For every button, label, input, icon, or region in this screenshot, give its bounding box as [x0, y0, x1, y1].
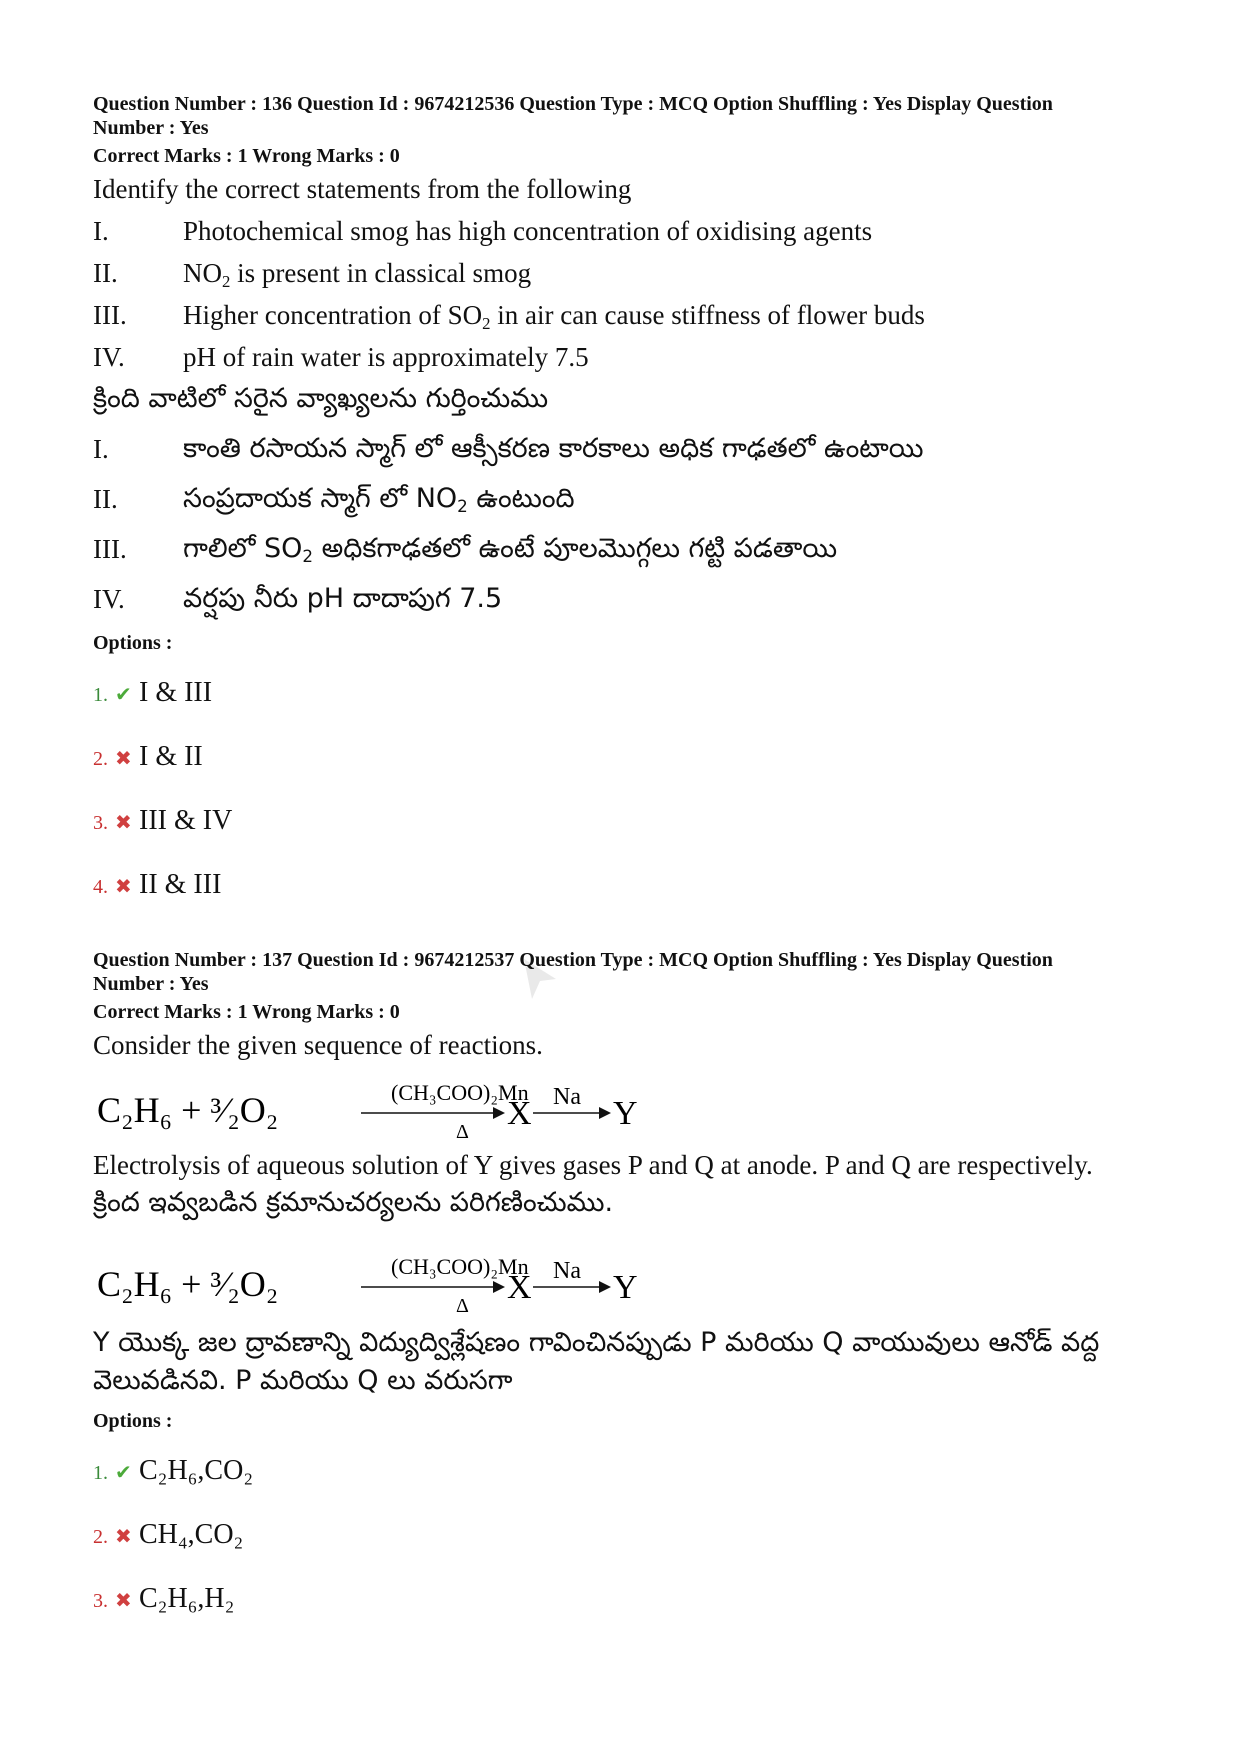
question-137: [93, 948, 1153, 1625]
marks-line: Correct Marks : 1 Wrong Marks : 0: [93, 145, 400, 167]
cross-mark-icon: ✖: [115, 810, 132, 834]
condition: Δ: [456, 1121, 469, 1143]
cross-mark-icon: ✖: [115, 746, 132, 770]
option-item[interactable]: [93, 741, 1153, 783]
marks-line: Correct Marks : 1 Wrong Marks : 0: [93, 1001, 400, 1023]
statement-text-part: అధికగాఢతలో ఉంటే పూలమొగ్గలు గట్టి పడతాయి: [313, 533, 838, 564]
statement-text-part: సంప్రదాయక స్మాగ్ లో NO: [183, 483, 458, 514]
option-item[interactable]: [93, 1519, 1153, 1561]
catalyst: (CH₃COO)₂Mn: [391, 1080, 529, 1105]
subscript: 2: [457, 496, 468, 517]
option-item[interactable]: [93, 869, 1153, 911]
question-137-meta: [93, 948, 1153, 1024]
statement-number: I.: [93, 434, 109, 464]
option-number: 2.: [93, 1526, 108, 1548]
question-stem-telugu: క్రింద ఇవ్వబడిన క్రమానుచర్యలను పరిగణించుము.: [93, 1187, 614, 1218]
reactant: C₂H₆ + ³⁄₂O₂: [97, 1264, 279, 1304]
reaction-equation: [93, 1066, 793, 1144]
intermediate: X: [507, 1269, 532, 1306]
subscript: 2: [482, 314, 491, 334]
statement-text-part: Higher concentration of SO: [183, 300, 483, 330]
meta-line: Number : Yes: [93, 117, 209, 139]
option-number: 1.: [93, 684, 108, 706]
statement-text-part: in air can cause stiffness of flower buds: [490, 300, 925, 330]
statement-number: II.: [93, 258, 118, 288]
option-item[interactable]: [93, 677, 1153, 719]
reaction-scheme-telugu: [93, 1240, 1153, 1318]
question-stem-telugu: క్రింది వాటిలో సరైన వ్యాఖ్యలను గుర్తించుము: [93, 383, 549, 414]
statement-row: [93, 530, 1153, 568]
statement-text: [183, 340, 1153, 374]
meta-line: Question Number : 136 Question Id : 9674212536 Question Type : MCQ Option Shuffling : Yes Display Question: [93, 93, 1053, 115]
option-text: I & III: [139, 677, 213, 708]
statement-text: [183, 480, 575, 518]
statement-number: II.: [93, 484, 118, 514]
statement-row: [93, 256, 1153, 290]
statement-row: [93, 298, 1153, 332]
option-number: 2.: [93, 748, 108, 770]
cross-mark-icon: ✖: [115, 874, 132, 898]
statement-number: III.: [93, 534, 127, 564]
reactant: C₂H₆ + ³⁄₂O₂: [97, 1090, 279, 1130]
statement-text-part: వర్షపు నీరు pH దాదాపుగ 7.5: [183, 583, 503, 614]
statement-text-part: కాంతి రసాయన స్మాగ్ లో ఆక్సీకరణ కారకాలు అధిక గాఢతలో ఉంటాయి: [183, 433, 924, 464]
cross-mark-icon: ✖: [115, 1524, 132, 1548]
statement-text-part: ఉంటుంది: [467, 483, 575, 514]
option-text: CH₄,CO₂: [139, 1519, 244, 1550]
option-number: 3.: [93, 1590, 108, 1612]
check-mark-icon: ✔: [115, 1460, 132, 1484]
arrow-1-head: [493, 1107, 505, 1119]
condition: Δ: [456, 1295, 469, 1317]
subscript: 2: [302, 546, 314, 567]
statement-row: [93, 340, 1153, 374]
statement-number: IV.: [93, 584, 125, 614]
statement-text-part: NO: [183, 258, 222, 288]
question-body-telugu: Y యొక్క జల ద్రావణాన్ని విద్యుద్విశ్లేషణం గావించినప్పుడు P మరియు Q వాయువులు ఆనోడ్ వద్ద వెలువడినవి. P మరియు Q లు వరుసగా: [93, 1327, 1100, 1396]
statement-row: [93, 214, 1153, 248]
question-body-english: Electrolysis of aqueous solution of Y gives gases P and Q at anode. P and Q are respectively.: [93, 1150, 1093, 1180]
reagent: Na: [553, 1258, 581, 1284]
check-mark-icon: ✔: [115, 682, 132, 706]
statement-text: [183, 430, 924, 468]
statement-text: [183, 530, 837, 568]
statement-row: [93, 580, 1153, 618]
option-number: 4.: [93, 876, 108, 898]
statement-text: [183, 298, 1153, 332]
reaction-scheme-english: [93, 1066, 1153, 1144]
meta-line: Question Number : 137 Question Id : 9674212537 Question Type : MCQ Option Shuffling : Yes Display Question: [93, 949, 1053, 971]
statement-text-part: pH of rain water is approximately 7.5: [183, 342, 589, 372]
cross-mark-icon: ✖: [115, 1588, 132, 1612]
intermediate: X: [507, 1095, 532, 1132]
arrow-2-head: [599, 1107, 611, 1119]
product: Y: [613, 1269, 638, 1306]
statement-number: IV.: [93, 342, 125, 372]
option-text: II & III: [139, 869, 222, 900]
statement-row: [93, 480, 1153, 518]
statement-text-part: గాలిలో SO: [183, 533, 303, 564]
statement-number: III.: [93, 300, 127, 330]
subscript: 2: [222, 272, 231, 292]
option-text: I & II: [139, 741, 203, 772]
question-stem-english: Consider the given sequence of reactions.: [93, 1030, 543, 1060]
product: Y: [613, 1095, 638, 1132]
option-item[interactable]: [93, 1583, 1153, 1625]
question-stem-english: Identify the correct statements from the following: [93, 174, 632, 204]
option-item[interactable]: [93, 1455, 1153, 1497]
reaction-equation: [93, 1240, 793, 1318]
statement-text: [183, 214, 1153, 248]
question-136: [93, 92, 1153, 911]
statement-text-part: Photochemical smog has high concentration of oxidising agents: [183, 216, 873, 246]
option-text: C₂H₆,CO₂: [139, 1455, 254, 1486]
catalyst: (CH₃COO)₂Mn: [391, 1254, 529, 1279]
statement-text: [183, 256, 1153, 290]
options-label: Options :: [93, 1410, 173, 1432]
statement-row: [93, 430, 1153, 468]
arrow-2-head: [599, 1281, 611, 1293]
statement-text-part: is present in classical smog: [230, 258, 532, 288]
option-number: 3.: [93, 812, 108, 834]
statement-text: [183, 580, 502, 618]
option-number: 1.: [93, 1462, 108, 1484]
options-label: Options :: [93, 632, 173, 654]
statement-number: I.: [93, 216, 109, 246]
meta-line: Number : Yes: [93, 973, 209, 995]
option-text: III & IV: [139, 805, 233, 836]
option-text: C₂H₆,H₂: [139, 1583, 235, 1614]
option-item[interactable]: [93, 805, 1153, 847]
question-136-meta: [93, 92, 1153, 168]
arrow-1-head: [493, 1281, 505, 1293]
reagent: Na: [553, 1084, 581, 1110]
